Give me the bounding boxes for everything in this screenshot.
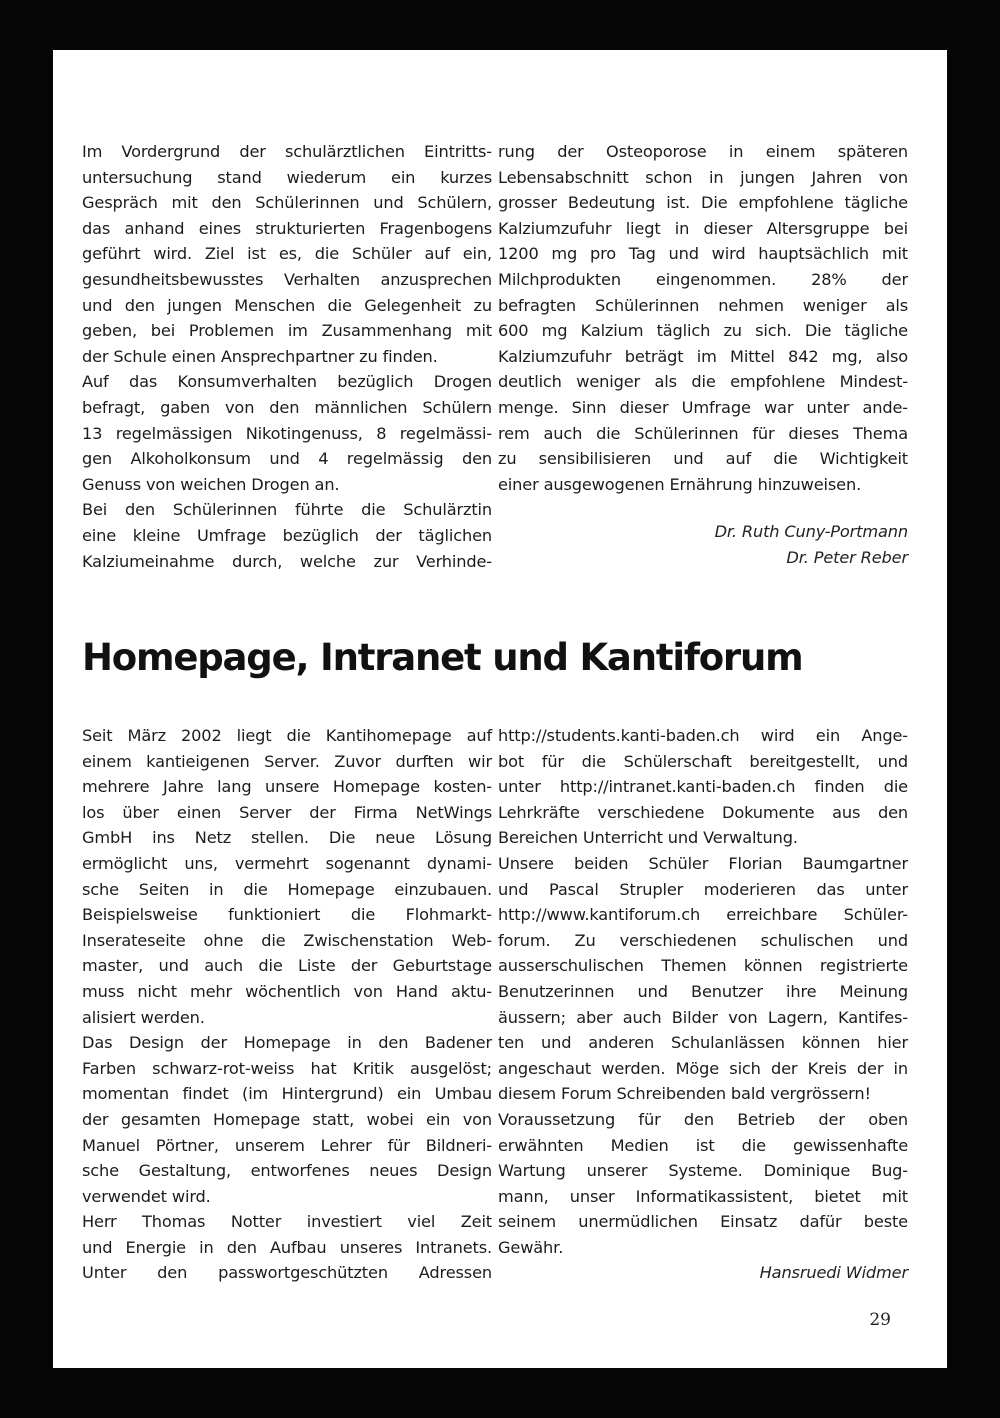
text-line: Gespräch mit den Schülerinnen und Schülern, <box>82 193 492 213</box>
text-line: Manuel Pörtner, unserem Lehrer für Bildneri- <box>82 1135 492 1155</box>
text-line: Bei den Schülerinnen führte die Schulärztin <box>82 500 492 520</box>
text-line: untersuchung stand wiederum ein kurzes <box>82 167 492 187</box>
text-line: Beispielsweise funktioniert die Flohmarkt- <box>82 905 492 925</box>
section2-signatures <box>498 1260 908 1286</box>
text-line: Kalziumzufuhr liegt in dieser Altersgruppe bei <box>498 218 908 238</box>
text-line: und den jungen Menschen die Gelegenheit zu <box>82 295 492 315</box>
section2-left-column <box>82 723 492 1286</box>
author-signature: Dr. Ruth Cuny-Portmann <box>714 522 908 542</box>
text-line: und Pascal Strupler moderieren das unter <box>498 879 908 899</box>
text-line: äussern; aber auch Bilder von Lagern, Kantifes- <box>498 1007 908 1027</box>
document-page <box>53 50 947 1368</box>
article-title: Homepage, Intranet und Kantiforum <box>82 636 803 679</box>
text-line: ten und anderen Schulanlässen können hier <box>498 1033 908 1053</box>
text-line: sche Seiten in die Homepage einzubauen. <box>82 879 492 899</box>
text-line: bot für die Schülerschaft bereitgestellt, und <box>498 751 908 771</box>
text-line: ausserschulischen Themen können registrierte <box>498 956 908 976</box>
text-line: Farben schwarz-rot-weiss hat Kritik ausgelöst; <box>82 1058 492 1078</box>
text-line: der gesamten Homepage statt, wobei ein von <box>82 1109 492 1129</box>
text-line: Im Vordergrund der schulärztlichen Eintritts- <box>82 142 492 161</box>
text-line: seinem unermüdlichen Einsatz dafür beste <box>498 1212 908 1232</box>
text-line: Gewähr. <box>498 1237 564 1257</box>
text-line: der Schule einen Ansprechpartner zu finden. <box>82 346 438 366</box>
text-line: deutlich weniger als die empfohlene Mindest- <box>498 372 908 392</box>
text-line: Unter den passwortgeschützten Adressen <box>82 1263 492 1283</box>
section2-right-text <box>498 723 908 1260</box>
text-line: Bereichen Unterricht und Verwaltung. <box>498 828 798 848</box>
text-line: Voraussetzung für den Betrieb der oben <box>498 1109 908 1129</box>
page-number: 29 <box>869 1310 891 1330</box>
text-line: Genuss von weichen Drogen an. <box>82 474 340 494</box>
text-line: und Energie in den Aufbau unseres Intranets. <box>82 1237 492 1257</box>
text-line: Wartung unserer Systeme. Dominique Bug- <box>498 1161 908 1181</box>
text-line: http://www.kantiforum.ch erreichbare Schüler- <box>498 905 908 925</box>
text-line: zu sensibilisieren und auf die Wichtigkeit <box>498 449 908 469</box>
text-line: ermöglicht uns, vermehrt sogenannt dynami- <box>82 853 492 873</box>
text-line: Inserateseite ohne die Zwischenstation Web- <box>82 930 492 950</box>
text-line: erwähnten Medien ist die gewissenhafte <box>498 1135 908 1155</box>
text-line: diesem Forum Schreibenden bald vergrössern! <box>498 1084 871 1104</box>
text-line: verwendet wird. <box>82 1186 211 1206</box>
section1-left-column <box>82 139 492 574</box>
text-line: gesundheitsbewusstes Verhalten anzusprechen <box>82 269 492 289</box>
text-line: unter http://intranet.kanti-baden.ch finden die <box>498 777 908 797</box>
text-line: GmbH ins Netz stellen. Die neue Lösung <box>82 828 492 848</box>
text-line: momentan findet (im Hintergrund) ein Umbau <box>82 1084 492 1104</box>
text-line: Kalziumzufuhr beträgt im Mittel 842 mg, also <box>498 346 908 366</box>
text-line: 1200 mg pro Tag und wird hauptsächlich mit <box>498 244 908 264</box>
section2-right-column <box>498 723 908 1286</box>
text-line: alisiert werden. <box>82 1007 205 1027</box>
section1-signatures <box>498 519 908 570</box>
text-line: mann, unser Informatikassistent, bietet mit <box>498 1186 908 1206</box>
text-line: angeschaut werden. Möge sich der Kreis der in <box>498 1058 908 1078</box>
text-line: mehrere Jahre lang unsere Homepage kosten- <box>82 777 492 797</box>
text-line: einer ausgewogenen Ernährung hinzuweisen. <box>498 474 862 494</box>
text-line: master, und auch die Liste der Geburtstage <box>82 956 492 976</box>
text-line: Das Design der Homepage in den Badener <box>82 1033 492 1053</box>
text-line: menge. Sinn dieser Umfrage war unter ande- <box>498 397 908 417</box>
text-line: Milchprodukten eingenommen. 28% der <box>498 269 908 289</box>
text-line: rung der Osteoporose in einem späteren <box>498 142 908 161</box>
text-line: gen Alkoholkonsum und 4 regelmässig den <box>82 449 492 469</box>
text-line: eine kleine Umfrage bezüglich der täglichen <box>82 525 492 545</box>
text-line: forum. Zu verschiedenen schulischen und <box>498 930 908 950</box>
author-signature: Dr. Peter Reber <box>786 547 908 567</box>
text-line: Auf das Konsumverhalten bezüglich Drogen <box>82 372 492 392</box>
text-line: 13 regelmässigen Nikotingenuss, 8 regelmässi- <box>82 423 492 443</box>
text-line: befragt, gaben von den männlichen Schülern <box>82 397 492 417</box>
text-line: Lebensabschnitt schon in jungen Jahren von <box>498 167 908 187</box>
author-signature: Hansruedi Widmer <box>759 1263 908 1283</box>
text-line: befragten Schülerinnen nehmen weniger als <box>498 295 908 315</box>
text-line: Benutzerinnen und Benutzer ihre Meinung <box>498 981 908 1001</box>
text-line: grosser Bedeutung ist. Die empfohlene tägliche <box>498 193 908 213</box>
text-line: muss nicht mehr wöchentlich von Hand aktu- <box>82 981 492 1001</box>
section1-right-column <box>498 139 908 571</box>
text-line: Lehrkräfte verschiedene Dokumente aus den <box>498 802 908 822</box>
text-line: 600 mg Kalzium täglich zu sich. Die tägliche <box>498 321 908 341</box>
text-line: Herr Thomas Notter investiert viel Zeit <box>82 1212 492 1232</box>
text-line: sche Gestaltung, entworfenes neues Design <box>82 1161 492 1181</box>
text-line: das anhand eines strukturierten Fragenbogens <box>82 218 492 238</box>
text-line: Unsere beiden Schüler Florian Baumgartner <box>498 853 908 873</box>
text-line: Seit März 2002 liegt die Kantihomepage auf <box>82 726 492 745</box>
text-line: Kalziumeinahme durch, welche zur Verhinde- <box>82 551 492 571</box>
text-line: geben, bei Problemen im Zusammenhang mit <box>82 321 492 341</box>
text-line: rem auch die Schülerinnen für dieses Thema <box>498 423 908 443</box>
section1-right-text <box>498 139 908 497</box>
text-line: einem kantieigenen Server. Zuvor durften wir <box>82 751 492 771</box>
text-line: geführt wird. Ziel ist es, die Schüler auf ein, <box>82 244 492 264</box>
text-line: http://students.kanti-baden.ch wird ein Ange- <box>498 726 908 745</box>
text-line: los über einen Server der Firma NetWings <box>82 802 492 822</box>
